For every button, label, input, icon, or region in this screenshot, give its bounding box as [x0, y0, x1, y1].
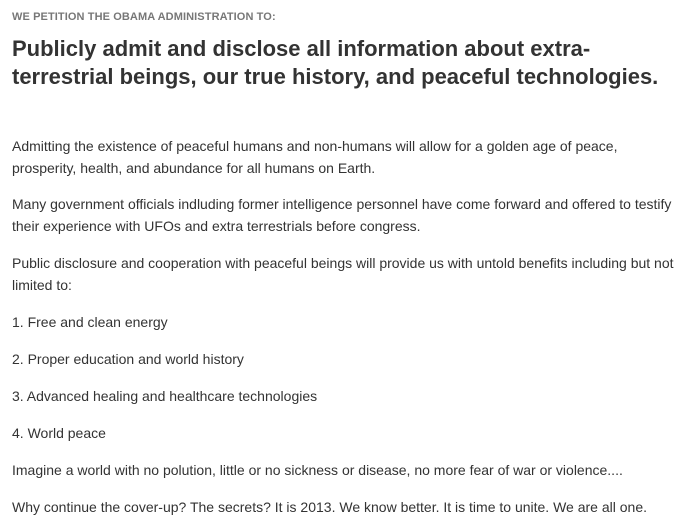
- petition-paragraph: Imagine a world with no polution, little or no sickness or disease, no more fear of war or violence....: [12, 462, 623, 478]
- petition-paragraph: Public disclosure and cooperation with peaceful beings will provide us with untold benefits including but not limited to:: [12, 255, 674, 293]
- petition-paragraph: Many government officials indluding former intelligence personnel have come forward and offered to testify their experience with UFOs and extra terrestrials before congress.: [12, 196, 672, 234]
- petition-paragraph: Why continue the cover-up? The secrets? It is 2013. We know better. It is time to unite. We are all one.: [12, 499, 647, 515]
- list-item: 1. Free and clean energy: [12, 314, 168, 330]
- petition-title: Publicly admit and disclose all information about extra-terrestrial beings, our true history, and peaceful technologies.: [12, 36, 659, 89]
- petition-paragraph: Admitting the existence of peaceful humans and non-humans will allow for a golden age of peace, prosperity, health, and abundance for all humans on Earth.: [12, 138, 618, 176]
- list-item: 2. Proper education and world history: [12, 351, 244, 367]
- list-item: 3. Advanced healing and healthcare technologies: [12, 388, 318, 404]
- petition-kicker: WE PETITION THE OBAMA ADMINISTRATION TO:: [12, 11, 276, 23]
- list-item: 4. World peace: [12, 425, 106, 441]
